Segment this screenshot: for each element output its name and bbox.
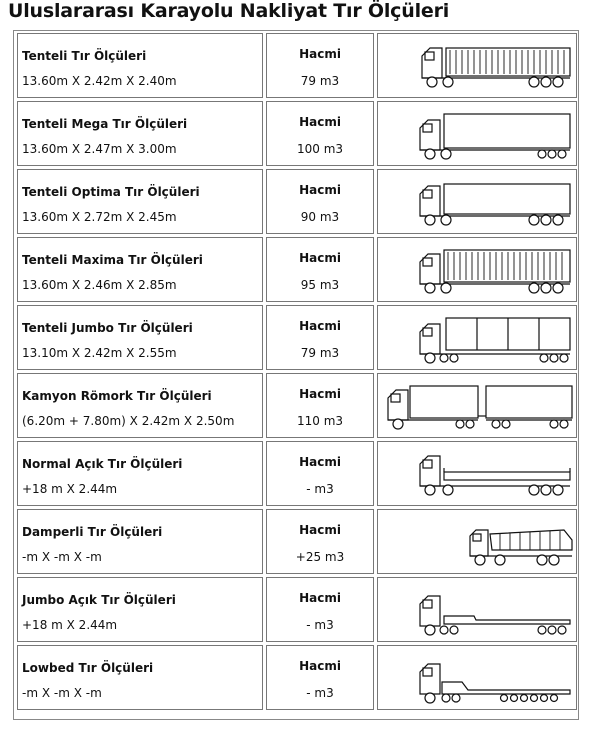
volume-cell — [266, 373, 374, 438]
image-cell — [377, 169, 577, 234]
table-row — [17, 237, 577, 304]
volume-label: Hacmi — [299, 659, 341, 673]
truck-dimensions: (6.20m + 7.80m) X 2.42m X 2.50m — [22, 414, 235, 428]
volume-label: Hacmi — [299, 591, 341, 605]
image-cell — [377, 509, 577, 574]
table-row — [17, 509, 577, 576]
image-cell — [377, 305, 577, 370]
volume-label: Hacmi — [299, 115, 341, 129]
volume-value: 100 m3 — [296, 142, 344, 156]
truck-name: Tenteli Tır Ölçüleri — [22, 49, 147, 63]
table-row — [17, 169, 577, 236]
truck-dimensions: 13.60m X 2.46m X 2.85m — [22, 278, 177, 292]
volume-label: Hacmi — [299, 387, 341, 401]
volume-cell — [266, 305, 374, 370]
image-cell — [377, 645, 577, 710]
truck-name: Normal Açık Tır Ölçüleri — [22, 457, 183, 471]
dump-truck-icon — [378, 510, 576, 573]
maxima-trailer-truck-icon — [378, 238, 576, 301]
name-cell — [17, 645, 263, 710]
name-cell — [17, 33, 263, 98]
truck-with-trailer-icon — [378, 374, 576, 437]
name-cell — [17, 101, 263, 166]
truck-dimensions: 13.60m X 2.72m X 2.45m — [22, 210, 177, 224]
truck-name: Lowbed Tır Ölçüleri — [22, 661, 154, 675]
volume-label: Hacmi — [299, 47, 341, 61]
volume-cell — [266, 237, 374, 302]
truck-name: Tenteli Maxima Tır Ölçüleri — [22, 253, 203, 267]
table-row — [17, 33, 577, 100]
volume-value: 90 m3 — [300, 210, 340, 224]
volume-label: Hacmi — [299, 523, 341, 537]
optima-trailer-truck-icon — [378, 170, 576, 233]
table-row — [17, 305, 577, 372]
jumbo-trailer-truck-icon — [378, 306, 576, 369]
volume-value: 95 m3 — [300, 278, 340, 292]
volume-cell — [266, 33, 374, 98]
jumbo-flatbed-truck-icon — [378, 578, 576, 641]
volume-cell — [266, 101, 374, 166]
volume-label: Hacmi — [299, 183, 341, 197]
name-cell — [17, 509, 263, 574]
volume-label: Hacmi — [299, 251, 341, 265]
volume-cell — [266, 577, 374, 642]
page-title: Uluslararası Karayolu Nakliyat Tır Ölçüleri — [8, 0, 450, 22]
truck-dimensions: 13.10m X 2.42m X 2.55m — [22, 346, 177, 360]
volume-label: Hacmi — [299, 455, 341, 469]
truck-name: Tenteli Jumbo Tır Ölçüleri — [22, 321, 193, 335]
tarp-trailer-truck-icon — [378, 34, 576, 97]
name-cell — [17, 169, 263, 234]
volume-value: 79 m3 — [300, 74, 340, 88]
image-cell — [377, 577, 577, 642]
volume-value: - m3 — [306, 618, 334, 632]
volume-cell — [266, 441, 374, 506]
truck-name: Kamyon Römork Tır Ölçüleri — [22, 389, 212, 403]
volume-cell — [266, 509, 374, 574]
image-cell — [377, 373, 577, 438]
volume-value: - m3 — [306, 482, 334, 496]
name-cell — [17, 237, 263, 302]
truck-dimensions: +18 m X 2.44m — [22, 482, 118, 496]
truck-dimensions: +18 m X 2.44m — [22, 618, 118, 632]
truck-dimensions: 13.60m X 2.42m X 2.40m — [22, 74, 177, 88]
name-cell — [17, 373, 263, 438]
volume-value: 79 m3 — [300, 346, 340, 360]
image-cell — [377, 237, 577, 302]
table-row — [17, 645, 577, 712]
truck-name: Tenteli Optima Tır Ölçüleri — [22, 185, 200, 199]
table-row — [17, 577, 577, 644]
name-cell — [17, 441, 263, 506]
image-cell — [377, 101, 577, 166]
truck-dimensions: -m X -m X -m — [22, 686, 102, 700]
table-row — [17, 441, 577, 508]
truck-name: Damperli Tır Ölçüleri — [22, 525, 163, 539]
image-cell — [377, 441, 577, 506]
volume-cell — [266, 645, 374, 710]
volume-value: - m3 — [306, 686, 334, 700]
name-cell — [17, 577, 263, 642]
truck-name: Jumbo Açık Tır Ölçüleri — [22, 593, 176, 607]
volume-value: 110 m3 — [296, 414, 344, 428]
volume-value: +25 m3 — [295, 550, 345, 564]
lowbed-truck-icon — [378, 646, 576, 709]
truck-name: Tenteli Mega Tır Ölçüleri — [22, 117, 188, 131]
mega-trailer-truck-icon — [378, 102, 576, 165]
truck-dimensions: -m X -m X -m — [22, 550, 102, 564]
truck-dimensions-table — [13, 30, 579, 720]
flatbed-truck-icon — [378, 442, 576, 505]
image-cell — [377, 33, 577, 98]
table-row — [17, 373, 577, 440]
volume-label: Hacmi — [299, 319, 341, 333]
truck-dimensions: 13.60m X 2.47m X 3.00m — [22, 142, 177, 156]
table-row — [17, 101, 577, 168]
volume-cell — [266, 169, 374, 234]
name-cell — [17, 305, 263, 370]
